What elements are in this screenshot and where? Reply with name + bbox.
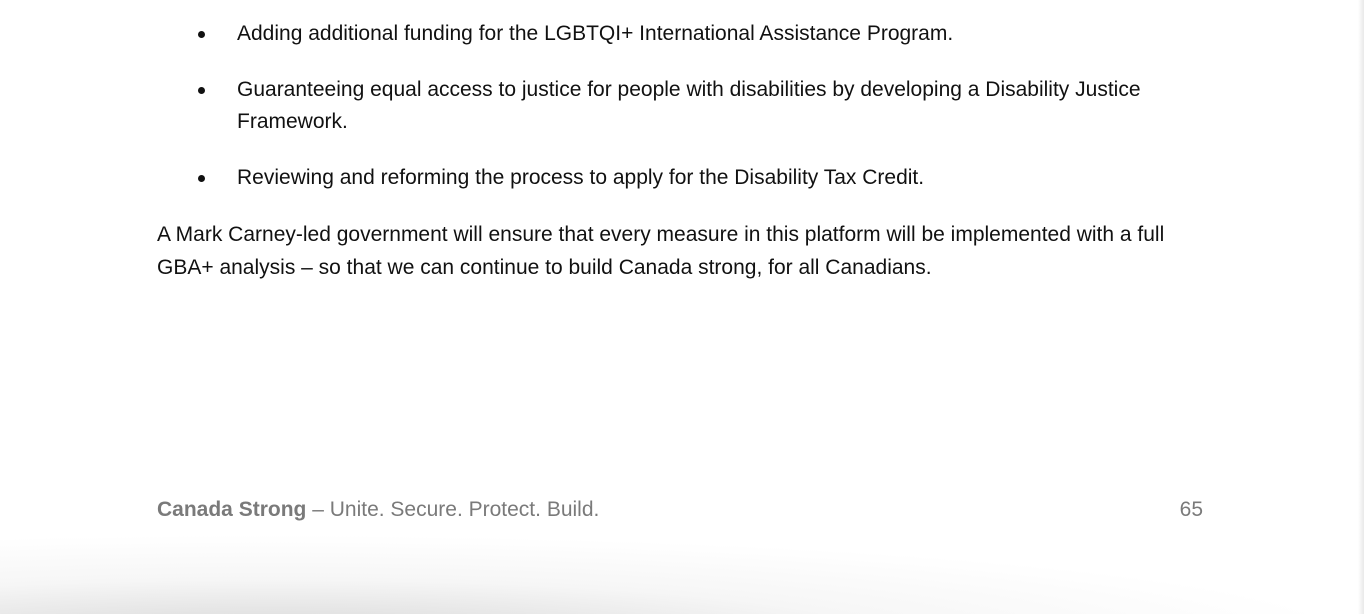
footer-brand: Canada Strong: [157, 498, 307, 521]
bullet-item: [195, 74, 1185, 138]
body-paragraph: A Mark Carney-led government will ensure that every measure in this platform will be implemented with a full GBA+ analysis – so that we can continue to build Canada strong, for all Canadians.: [157, 223, 1165, 279]
footer-tagline: Unite. Secure. Protect. Build.: [329, 498, 600, 521]
bullet-icon: [198, 31, 205, 38]
bullet-text: Guaranteeing equal access to justice for people with disabilities by developing a Disability Justice Framework.: [237, 78, 1141, 133]
bullet-text: Reviewing and reforming the process to apply for the Disability Tax Credit.: [237, 166, 925, 189]
page-number: 65: [1179, 498, 1203, 521]
page-shadow: [0, 534, 1364, 614]
bullet-icon: [198, 87, 205, 94]
bullet-list: [195, 18, 1185, 218]
bullet-text: Adding additional funding for the LGBTQI+ International Assistance Program.: [237, 22, 954, 45]
page-edge: [1358, 0, 1364, 614]
page-footer: [157, 493, 1203, 527]
bullet-item: [195, 18, 1185, 50]
bullet-item: [195, 162, 1185, 194]
footer-separator: –: [306, 498, 330, 521]
bullet-icon: [198, 175, 205, 182]
